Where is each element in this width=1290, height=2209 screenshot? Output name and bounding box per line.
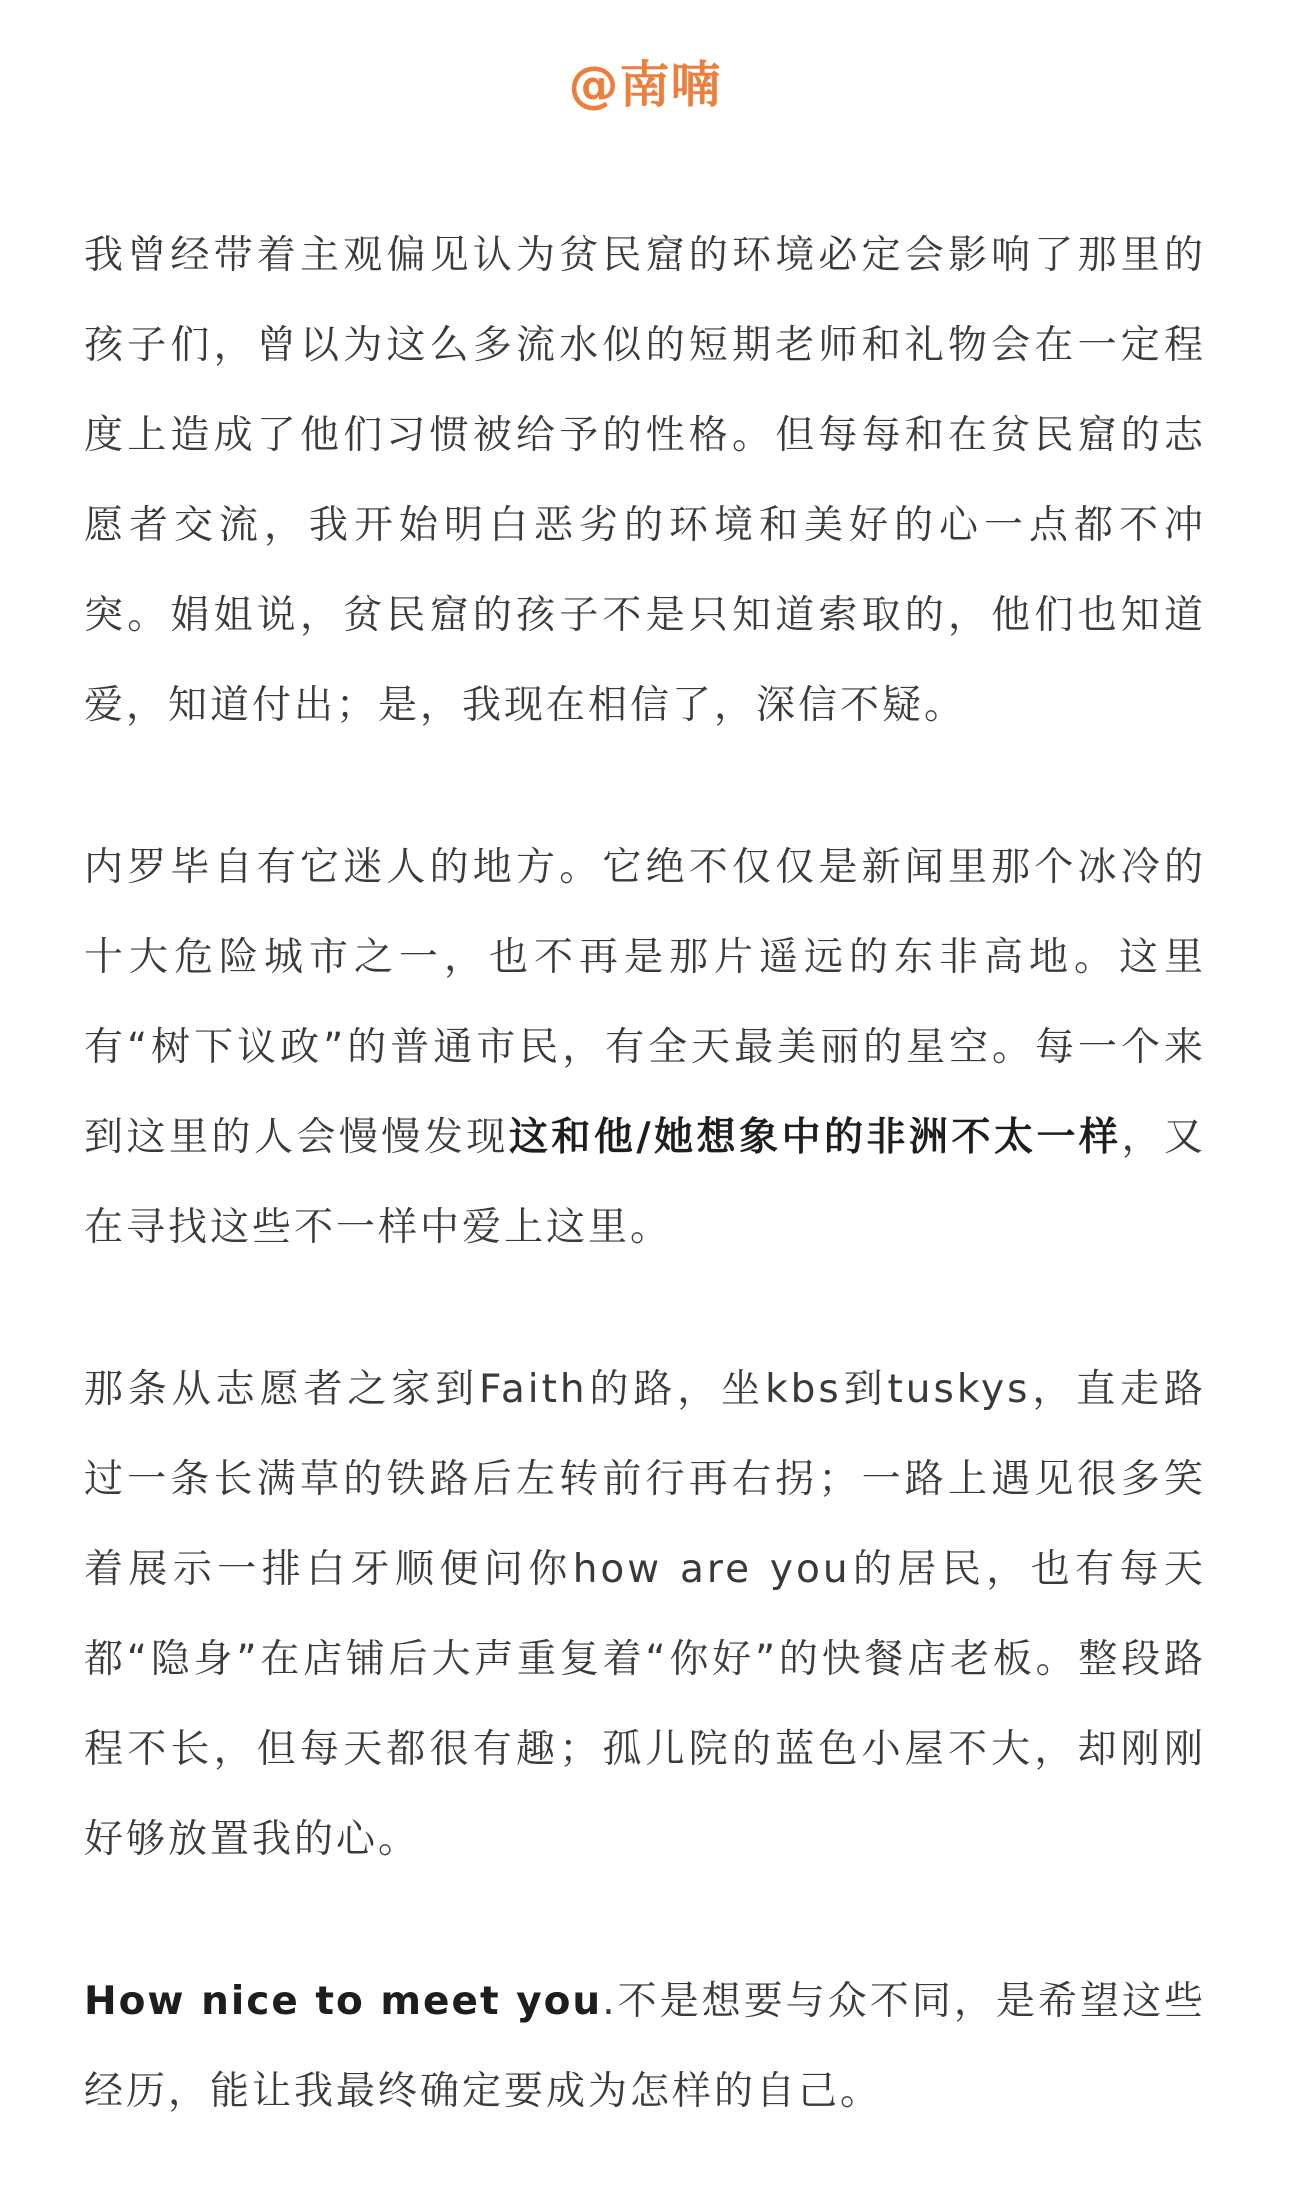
paragraph-text: .不是想要与众不同，是希望这些经历，能让我最终确定要成为怎样的自己。 (84, 1979, 1207, 2114)
paragraph-road-to-faith (84, 1345, 1206, 1885)
paragraph-text: 那条从志愿者之家到Faith的路，坐kbs到tuskys，直走路过一条长满草的铁路后左转前行再右拐；一路上遇见很多笑着展示一排白牙顺便问你how are you的居民，也有每天都“隐身”在店铺后大声重复着“你好”的快餐店老板。整段路程不长，但每天都很有趣；孤儿院的蓝色小屋不大，却刚刚好够放置我的心。 (84, 1367, 1206, 1862)
paragraph-conclusion (84, 1957, 1206, 2137)
paragraph-text: 内罗毕自有它迷人的地方。它绝不仅仅是新闻里那个冰冷的十大危险城市之一，也不再是那片遥远的东非高地。这里有“树下议政”的普通市民，有全天最美丽的星空。每一个来到这里的人会慢慢发现 (84, 845, 1206, 1160)
paragraph-slum-children (84, 211, 1206, 751)
paragraph-nairobi (84, 823, 1206, 1273)
paragraph-text: ，又在寻找这些不一样中爱上这里。 (84, 1115, 1206, 1250)
highlighted-phrase: How nice to meet you (84, 1979, 603, 2024)
author-handle: @南喃 (568, 56, 722, 114)
article-body (84, 211, 1206, 2209)
highlighted-phrase: 这和他/她想象中的非洲不太一样 (508, 1115, 1122, 1160)
paragraph-text: 我曾经带着主观偏见认为贫民窟的环境必定会影响了那里的孩子们，曾以为这么多流水似的短期老师和礼物会在一定程度上造成了他们习惯被给予的性格。但每每和在贫民窟的志愿者交流，我开始明白恶劣的环境和美好的心一点都不冲突。娟姐说，贫民窟的孩子不是只知道索取的，他们也知道爱，知道付出；是，我现在相信了，深信不疑。 (84, 233, 1206, 728)
